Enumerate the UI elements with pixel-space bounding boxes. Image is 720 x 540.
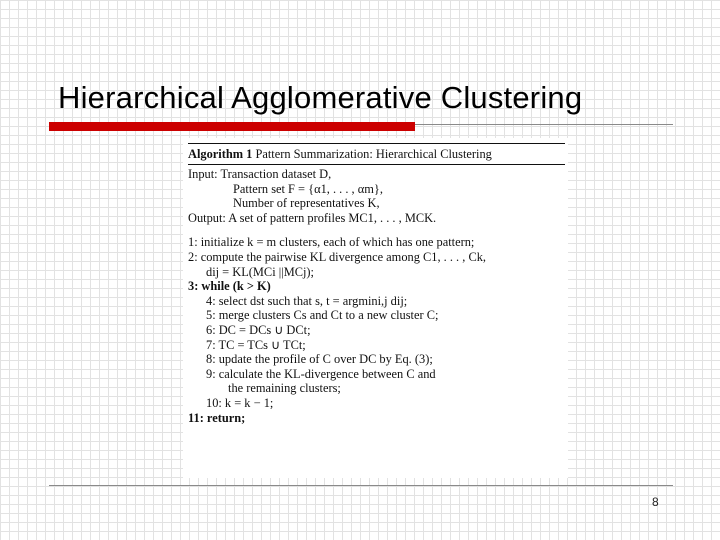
algorithm-step: 10: k = k − 1; <box>206 395 274 410</box>
algorithm-step: 1: initialize k = m clusters, each of which has one pattern; <box>188 235 475 250</box>
title-rule <box>415 124 673 125</box>
algorithm-step: 11: return; <box>188 410 246 425</box>
algorithm-step: 8: update the profile of C over DC by Eq. (3); <box>206 352 433 367</box>
algorithm-caption <box>188 147 565 164</box>
algorithm-step: dij = KL(MCi ||MCj); <box>206 264 314 279</box>
algorithm-step: 3: while (k > K) <box>188 279 271 294</box>
footer-rule <box>49 485 673 486</box>
algorithm-input-line: Number of representatives K, <box>233 196 380 211</box>
algorithm-caption-text: Pattern Summarization: Hierarchical Clustering <box>255 147 492 161</box>
algorithm-io <box>188 165 565 225</box>
slide-title: Hierarchical Agglomerative Clustering <box>58 80 583 115</box>
title-accent-bar <box>49 122 415 131</box>
algorithm-step: 7: TC = TCs ∪ TCt; <box>206 337 306 352</box>
algorithm-step: the remaining clusters; <box>228 381 341 396</box>
algorithm-step: 9: calculate the KL-divergence between C and <box>206 366 436 381</box>
algorithm-box <box>183 138 568 478</box>
algorithm-step: 5: merge clusters Cs and Ct to a new cluster C; <box>206 308 439 323</box>
algorithm-input-line: Input: Transaction dataset D, <box>188 167 332 181</box>
algorithm-step: 2: compute the pairwise KL divergence among C1, . . . , Ck, <box>188 249 486 264</box>
algorithm-step: 6: DC = DCs ∪ DCt; <box>206 322 311 337</box>
algorithm-top-rule <box>188 143 565 144</box>
algorithm-input-line: Pattern set F = {α1, . . . , αm}, <box>233 181 383 196</box>
page-number: 8 <box>652 495 659 509</box>
algorithm-output-line: Output: A set of pattern profiles MC1, . . . , MCK. <box>188 210 437 225</box>
algorithm-step: 4: select dst such that s, t = argmini,j dij; <box>206 293 408 308</box>
algorithm-steps <box>188 235 565 425</box>
algorithm-caption-prefix: Algorithm 1 <box>188 147 253 161</box>
